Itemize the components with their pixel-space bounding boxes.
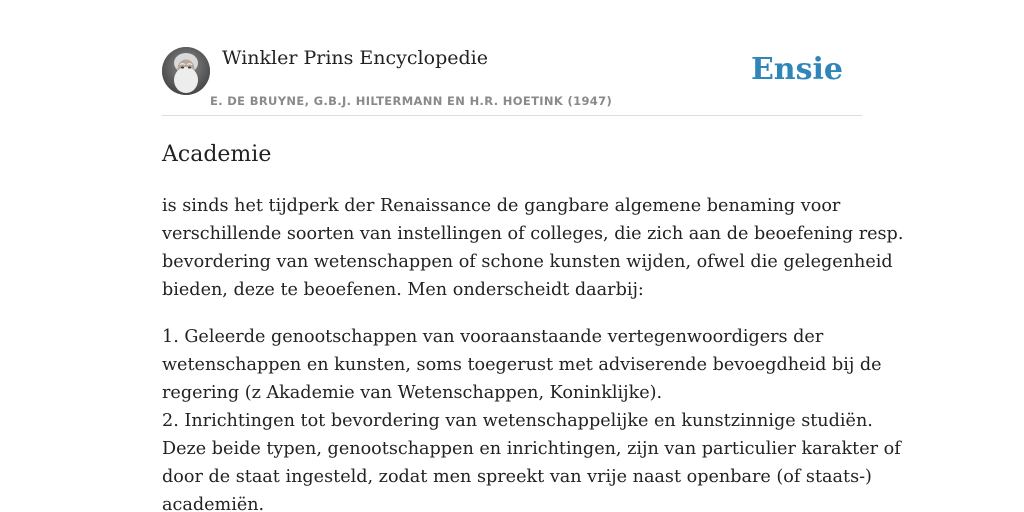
text-line: academiën. xyxy=(162,495,265,512)
paragraph-intro xyxy=(162,192,904,304)
entry-title: Academie xyxy=(162,142,272,167)
publication-title[interactable]: Winkler Prins Encyclopedie xyxy=(222,47,488,69)
article-body xyxy=(162,192,904,512)
text-line: is sinds het tijdperk der Renaissance de gangbare algemene benaming voor xyxy=(162,196,841,216)
paragraph-definitions xyxy=(162,323,901,512)
header-divider xyxy=(162,115,862,116)
text-line: 1. Geleerde genootschappen van vooraanstaande vertegenwoordigers der xyxy=(162,327,824,347)
text-line: Deze beide typen, genootschappen en inrichtingen, zijn van particulier karakter of xyxy=(162,439,901,459)
text-line: verschillende soorten van instellingen of colleges, die zich aan de beoefening resp. xyxy=(162,224,904,244)
text-line: door de staat ingesteld, zodat men spreekt van vrije naast openbare (of staats-) xyxy=(162,467,872,487)
brand-logo[interactable]: Ensie xyxy=(750,52,843,87)
author-portrait-icon xyxy=(162,47,210,95)
authors-line: E. DE BRUYNE, G.B.J. HILTERMANN EN H.R. HOETINK (1947) xyxy=(210,94,613,108)
text-line: bevordering van wetenschappen of schone kunsten wijden, ofwel die gelegenheid xyxy=(162,252,893,272)
text-line: regering (z Akademie van Wetenschappen, Koninklijke). xyxy=(162,383,663,403)
text-line: 2. Inrichtingen tot bevordering van wetenschappelijke en kunstzinnige studiën. xyxy=(162,411,873,431)
text-line: bieden, deze te beoefenen. Men onderscheidt daarbij: xyxy=(162,280,644,300)
text-line: wetenschappen en kunsten, soms toegerust met adviserende bevoegdheid bij de xyxy=(162,355,882,375)
